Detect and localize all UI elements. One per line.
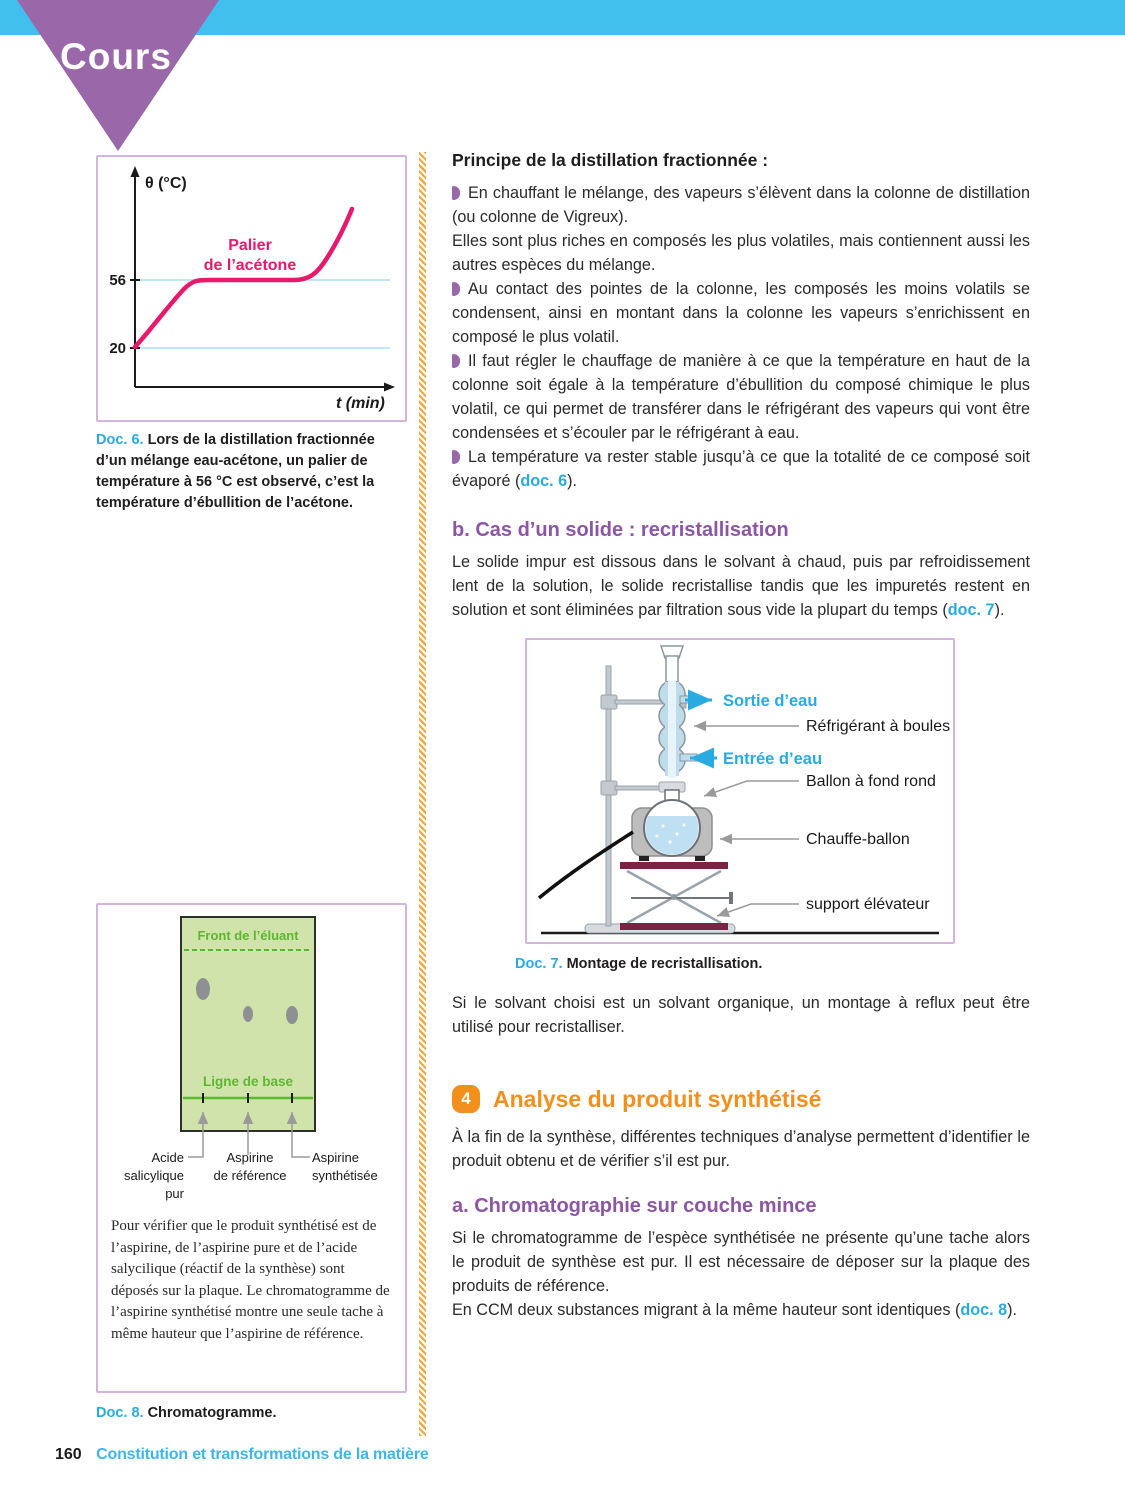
bullet-3-text: Il faut régler le chauffage de manière à ce que la température en haut de la colonne soit égale à la température d’ébullition du composé chimique le plus volatil, ce qui permet de transférer dans le réfrigérant des vapeurs qui vont être condensées et s’écouler par le réfrigérant à eau. <box>452 352 1030 442</box>
x-axis-arrow-icon <box>384 383 395 392</box>
section-4-intro: À la fin de la synthèse, différentes techniques d’analyse permettent d’identifier le produit obtenu et de vérifier s’il est pur. <box>452 1128 1030 1170</box>
jack-label: support élévateur <box>806 896 930 913</box>
bullet-paragraph-2 <box>452 277 1030 349</box>
doc6-caption <box>96 430 406 514</box>
water-inlet-label: Entrée d’eau <box>723 750 823 768</box>
column-divider <box>419 152 426 1436</box>
col3-label-l1: Aspirine <box>312 1150 359 1165</box>
mantle-foot-right <box>695 856 705 861</box>
paragraph-1b <box>452 229 1030 277</box>
flask-arrow-icon <box>704 781 799 796</box>
refrigerant-label: Réfrigérant à boules <box>806 718 951 735</box>
round-bottom-flask <box>644 782 700 856</box>
tick-label-56: 56 <box>109 272 126 289</box>
col2-label-l1: Aspirine <box>226 1150 274 1165</box>
doc7-montage-diagram <box>527 640 953 940</box>
section-4-title: Analyse du produit synthétisé <box>493 1085 822 1112</box>
reflux-paragraph: Si le solvant choisi est un solvant organique, un montage à reflux peut être utilisé pour recristalliser. <box>452 994 1030 1036</box>
mantle-foot-left <box>639 856 649 861</box>
spot-aspirine-reference <box>243 1006 253 1022</box>
ccm-paragraph-2 <box>452 1298 1030 1322</box>
doc6-reference-link: doc. 6 <box>520 472 568 490</box>
bullet-4-text: La température va rester stable jusqu’à ce que la totalité de ce composé soit évaporé ( <box>452 448 1030 490</box>
bullet-4-text-end: ). <box>567 472 578 490</box>
ccm-paragraph-2-end: ). <box>1007 1301 1018 1319</box>
course-banner-label: Cours <box>60 36 172 77</box>
page-number: 160 <box>55 1446 82 1463</box>
bullet-paragraph-3 <box>452 349 1030 445</box>
doc8-figure-box <box>96 903 407 1393</box>
recristallisation-text: Le solide impur est dissous dans le solvant à chaud, puis par refroidissement lent de la solution, le solide recristallise tandis que les impuretés restent en solution et sont éliminées par filtration sous vide la plupart du temps ( <box>452 553 1030 619</box>
section-number-badge: 4 <box>452 1085 480 1113</box>
baseline-label: Ligne de base <box>202 1074 294 1089</box>
doc8-caption <box>96 1403 406 1424</box>
col3-label-l2: synthétisée <box>312 1168 378 1183</box>
doc8-caption-text: Chromatogramme. <box>147 1405 277 1421</box>
subsection-b-heading: b. Cas d’un solide : recristallisation <box>452 519 789 541</box>
doc6-caption-label: Doc. 6. <box>96 432 144 448</box>
power-cable <box>539 832 633 898</box>
ccm-paragraph-2-text: En CCM deux substances migrant à la même hauteur sont identiques ( <box>452 1301 961 1319</box>
x-axis-label: t (min) <box>336 395 385 412</box>
recristallisation-text-end: ). <box>994 601 1005 619</box>
doc7-caption-label: Doc. 7. <box>515 956 563 972</box>
doc6-figure-box <box>96 155 407 422</box>
y-axis-label: θ (°C) <box>145 175 187 192</box>
col2-label-l2: de référence <box>213 1168 287 1183</box>
temperature-curve <box>135 209 352 347</box>
flask-label: Ballon à fond rond <box>806 773 936 790</box>
doc7-reference-link: doc. 7 <box>947 601 995 619</box>
page-footer <box>55 1446 429 1464</box>
doc6-caption-text: Lors de la distillation fractionnée d’un mélange eau-acétone, un palier de température à 56 °C est observé, c’est la température d’ébullition de l’acétone. <box>96 432 375 511</box>
tick-label-20: 20 <box>109 340 126 357</box>
mantle-label: Chauffe-ballon <box>806 831 910 848</box>
main-text-column <box>452 150 1030 1322</box>
doc8-chromatogram-figure <box>98 905 405 1207</box>
recristallisation-paragraph <box>452 550 1030 622</box>
lab-jack <box>620 862 733 930</box>
plateau-annotation-line2: de l’acétone <box>203 257 297 274</box>
bullet-icon <box>452 354 460 368</box>
water-outlet-label: Sortie d’eau <box>723 692 818 710</box>
condenser-inner-tube <box>668 680 676 778</box>
doc6-temperature-chart <box>98 157 405 420</box>
spot-acide-salicylique <box>196 978 210 1000</box>
col1-label-l3: pur <box>165 1186 184 1201</box>
doc8-caption-label: Doc. 8. <box>96 1405 144 1421</box>
chapter-title: Constitution et transformations de la matière <box>96 1446 429 1463</box>
principle-heading: Principe de la distillation fractionnée : <box>452 150 769 170</box>
eluent-front-label: Front de l’éluant <box>197 928 299 943</box>
jack-arrow-icon <box>717 904 799 916</box>
doc8-reference-link: doc. 8 <box>960 1301 1008 1319</box>
bullet-2-text: Au contact des pointes de la colonne, les composés les moins volatils se condensent, ainsi en montant dans la colonne les vapeurs s’enrichissent en composé le plus volatil. <box>452 280 1030 346</box>
paragraph-1b-text: Elles sont plus riches en composés les plus volatiles, mais contiennent aussi les autres espèces du mélange. <box>452 232 1030 274</box>
bullet-icon <box>452 186 460 200</box>
doc8-note-text: Pour vérifier que le produit synthétisé est de l’aspirine, de l’aspirine pure et de l’acide salycilique (réactif de la synthèse) sont déposés sur la plaque. Le chromatogramme de l’aspirine synthétisé montre une seule tache à même hauteur que l’aspirine de référence. <box>111 1218 390 1342</box>
subsection-a-heading: a. Chromatographie sur couche mince <box>452 1195 817 1217</box>
col1-label-l1: Acide <box>151 1150 184 1165</box>
plateau-annotation-line1: Palier <box>228 237 272 254</box>
bullet-paragraph-1 <box>452 181 1030 229</box>
doc7-caption <box>515 954 1030 975</box>
ccm-paragraph-1: Si le chromatogramme de l’espèce synthétisée ne présente qu’une tache alors le produit de synthèse est pur. Il est nécessaire de déposer sur la plaque des produits de référence. <box>452 1229 1030 1295</box>
section-4-heading <box>452 1085 1030 1113</box>
bullet-icon <box>452 450 460 464</box>
bullet-paragraph-4 <box>452 445 1030 493</box>
bullet-icon <box>452 282 460 296</box>
doc7-caption-text: Montage de recristallisation. <box>566 956 763 972</box>
doc7-figure-wrap <box>525 638 955 944</box>
col1-label-l2: salicylique <box>124 1168 184 1183</box>
clamp-lower <box>601 781 661 795</box>
bullet-1-text: En chauffant le mélange, des vapeurs s’élèvent dans la colonne de distillation (ou colonne de Vigreux). <box>452 184 1030 226</box>
doc7-figure-box <box>525 638 955 944</box>
y-axis-arrow-icon <box>131 166 140 177</box>
spot-aspirine-synthetisee <box>286 1006 298 1024</box>
